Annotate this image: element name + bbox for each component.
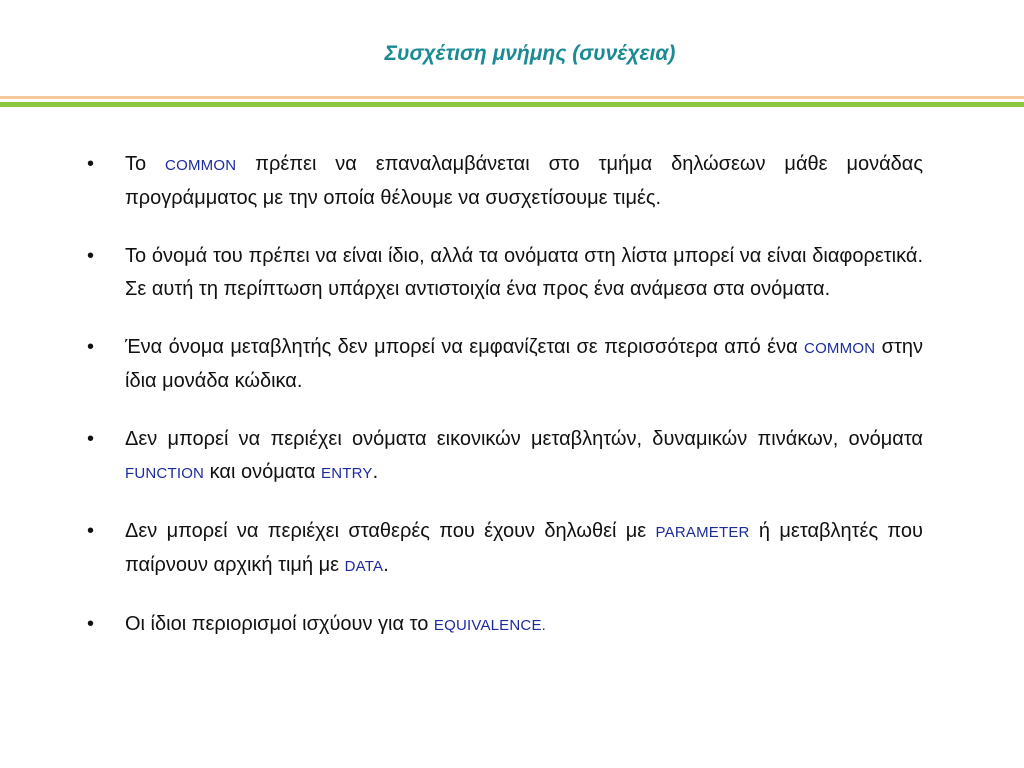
bullet-text: Δεν μπορεί να περιέχει ονόματα εικονικών μεταβλητών, δυναμικών πινάκων, ονόματα — [125, 428, 923, 450]
bullet-common-repeat — [85, 148, 923, 215]
keyword-equivalence: EQUIVALENCE. — [433, 617, 547, 634]
bullet-equivalence — [85, 608, 923, 642]
title-divider-green — [0, 102, 1024, 107]
bullet-text: Οι ίδιοι περιορισμοί ισχύουν για το — [125, 613, 434, 635]
bullet-text: Δεν μπορεί να περιέχει σταθερές που έχουν δηλωθεί με — [125, 520, 656, 542]
bullet-text: Το — [125, 153, 166, 175]
bullet-single-common — [85, 331, 923, 398]
bullet-name-mapping — [85, 240, 923, 306]
keyword-common: COMMON — [165, 157, 237, 174]
bullet-text: ή μεταβλητές που παίρνουν αρχική τιμή με — [125, 520, 923, 576]
keyword-common: COMMON — [804, 340, 876, 357]
bullet-text: στην ίδια μονάδα κώδικα. — [125, 336, 923, 392]
bullet-text: . — [372, 461, 379, 483]
bullet-text: και ονόματα — [204, 461, 322, 483]
keyword-parameter: PARAMETER — [655, 524, 750, 541]
keyword-data: DATA — [344, 558, 384, 575]
bullet-list — [85, 148, 923, 667]
keyword-function: FUNCTION — [125, 465, 205, 482]
keyword-entry: ENTRY — [321, 465, 373, 482]
bullet-text: πρέπει να επαναλαμβάνεται στο τμήμα δηλώσεων μάθε μονάδας προγράμματος με την οποία θέλουμε να συσχετίσουμε τιμές. — [125, 153, 923, 209]
slide-title: Συσχέτιση μνήμης (συνέχεια) — [384, 42, 676, 65]
bullet-text: Ένα όνομα μεταβλητής δεν μπορεί να εμφανίζεται σε περισσότερα από ένα — [125, 336, 805, 358]
bullet-excluded-names — [85, 423, 923, 490]
bullet-text: . — [383, 554, 389, 576]
bullet-excluded-constants — [85, 515, 923, 583]
bullet-text: Το όνομά του πρέπει να είναι ίδιο, αλλά τα ονόματα στη λίστα μπορεί να είναι διαφορετικά. Σε αυτή τη περίπτωση υπάρχει αντιστοιχία ένα προς ένα ανάμεσα στα ονόματα. — [125, 245, 923, 300]
title-divider-orange — [0, 96, 1024, 99]
